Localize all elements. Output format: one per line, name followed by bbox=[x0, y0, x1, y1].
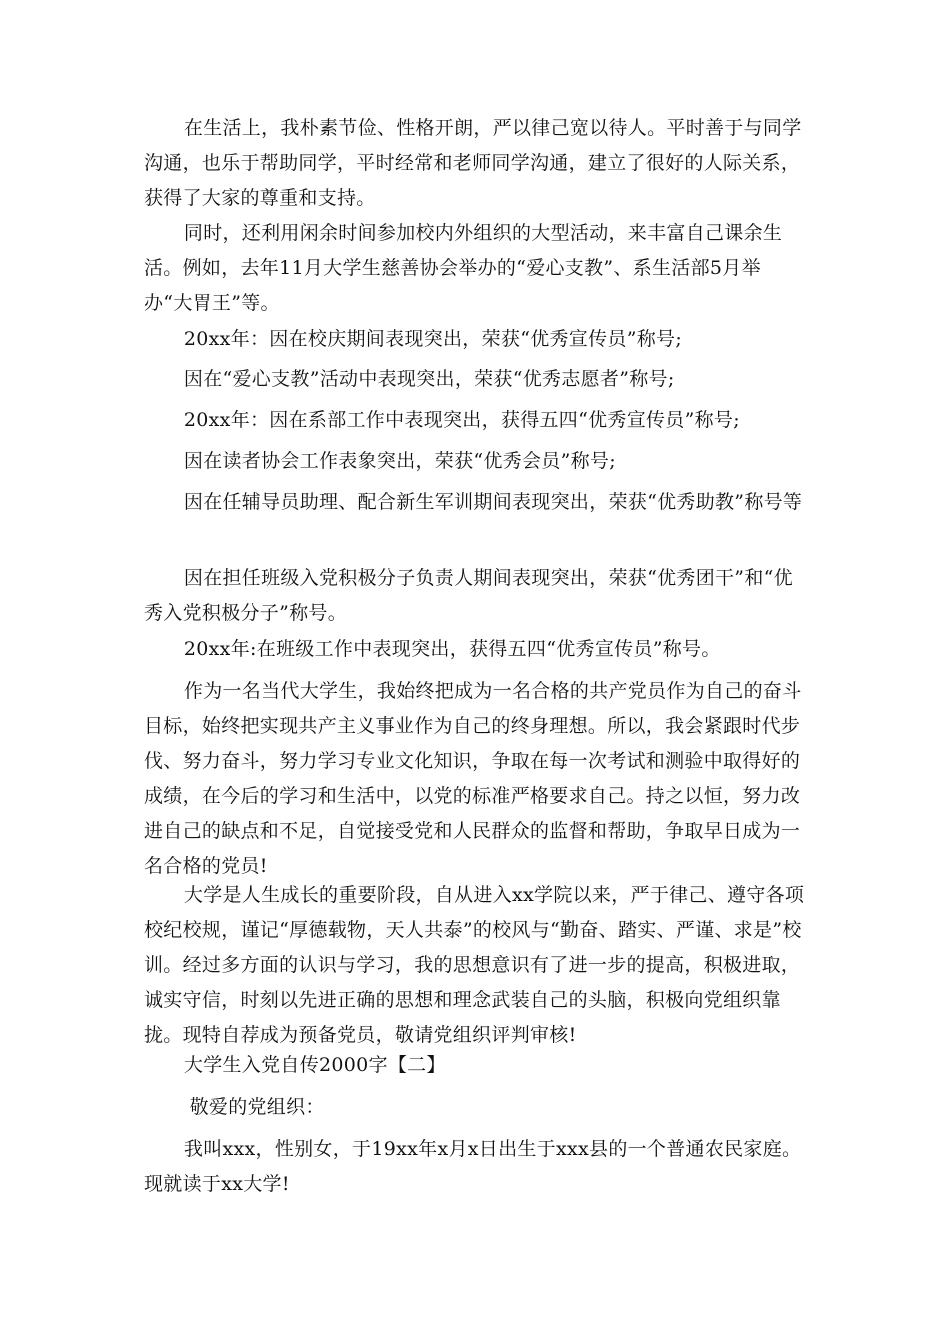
section-heading: 大学生入党自传2000字【二】 bbox=[183, 1054, 446, 1076]
paragraph-award-2: 因在“爱心支教”活动中表现突出，荣获“优秀志愿者”称号; bbox=[183, 368, 675, 390]
salutation: 敬爱的党组织： bbox=[189, 1096, 325, 1118]
paragraph-award-4: 因在读者协会工作表象突出，荣获“优秀会员”称号; bbox=[183, 450, 616, 472]
paragraph-activities: 同时，还利用闲余时间参加校内外组织的大型活动，来丰富自己课余生活。例如，去年11月大学生慈善协会举办的“爱心支教”、系生活部5月举办“大胃王”等。 bbox=[144, 222, 783, 314]
paragraph-award-3: 20xx年：因在系部工作中表现突出，获得五四“优秀宣传员”称号; bbox=[183, 409, 740, 431]
paragraph-college: 大学是人生成长的重要阶段，自从进入xx学院以来，严于律己、遵守各项校纪校规，谨记“厚德载物，天人共泰”的校风与“勤奋、踏实、严谨、求是”校训。经过多方面的认识与学习，我的思想意识有了进一步的提高，积极进取，诚实守信，时刻以先进正确的思想和理念武装自己的头脑，积极向党组织靠拢。现特自荐成为预备党员，敬请党组织评判审核! bbox=[144, 884, 805, 1046]
paragraph-award-6: 因在担任班级入党积极分子负责人期间表现突出，荣获“优秀团干”和“优秀入党积极分子”称号。 bbox=[144, 567, 793, 624]
paragraph-goal: 作为一名当代大学生，我始终把成为一名合格的共产党员作为自己的奋斗目标，始终把实现共产主义事业作为自己的终身理想。所以，我会紧跟时代步伐、努力奋斗，努力学习专业文化知识，争取在每一次考试和测验中取得好的成绩，在今后的学习和生活中，以党的标准严格要求自己。持之以恒，努力改进自己的缺点和不足，自觉接受党和人民群众的监督和帮助，争取早日成为一名合格的党员! bbox=[144, 680, 802, 877]
paragraph-award-5: 因在任辅导员助理、配合新生军训期间表现突出，荣获“优秀助教”称号等 bbox=[183, 491, 803, 513]
paragraph-life: 在生活上，我朴素节俭、性格开朗，严以律己宽以待人。平时善于与同学沟通，也乐于帮助同学，平时经常和老师同学沟通，建立了很好的人际关系，获得了大家的尊重和支持。 bbox=[144, 117, 802, 209]
paragraph-award-1: 20xx年：因在校庆期间表现突出，荣获“优秀宣传员”称号; bbox=[183, 328, 683, 350]
paragraph-intro: 我叫xxx，性别女，于19xx年x月x日出生于xxx县的一个普通农民家庭。现就读于xx大学! bbox=[144, 1138, 802, 1195]
paragraph-award-7: 20xx年:在班级工作中表现突出，获得五四“优秀宣传员”称号。 bbox=[183, 638, 721, 660]
